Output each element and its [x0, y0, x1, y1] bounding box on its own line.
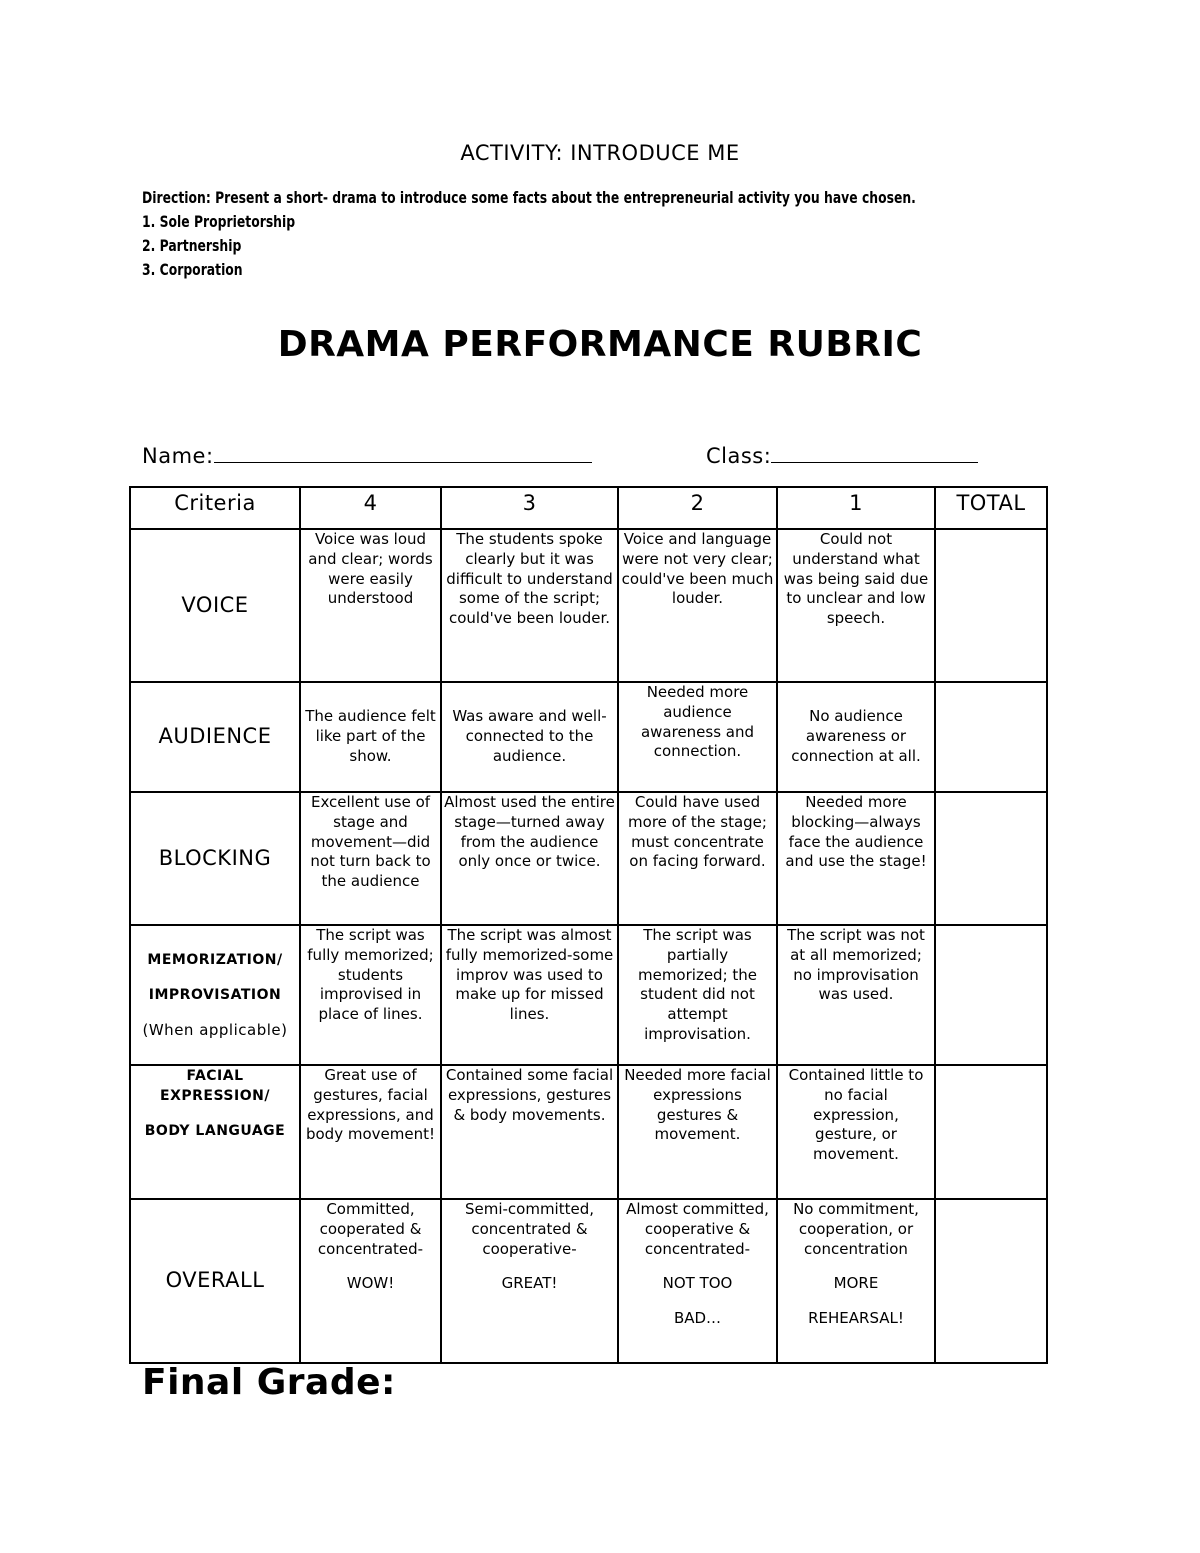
criteria-blocking: BLOCKING [130, 792, 300, 925]
memorization-score-3: The script was almost fully memorized-some improv was used to make up for missed lines. [441, 925, 618, 1065]
rubric-title: DRAMA PERFORMANCE RUBRIC [277, 324, 923, 365]
blocking-score-1: Needed more blocking—always face the audience and use the stage! [777, 792, 935, 925]
class-blank-line [771, 442, 978, 463]
criteria-memorization-note: (When applicable) [142, 1020, 288, 1039]
table-row-overall [130, 1199, 1047, 1363]
audience-score-4: The audience felt like part of the show. [300, 682, 441, 792]
overall-score-1 [777, 1199, 935, 1363]
voice-score-3: The students spoke clearly but it was difficult to understand some of the script; could've been louder. [441, 529, 618, 682]
criteria-facial-expression [130, 1065, 300, 1199]
overall-score-2-exclaim-1: NOT TOO [662, 1274, 733, 1293]
facial-total [935, 1065, 1047, 1199]
final-grade-label: Final Grade: [142, 1362, 396, 1403]
header-score-4: 4 [300, 487, 441, 529]
overall-score-1-exclaim-1: MORE [833, 1274, 879, 1293]
criteria-overall: OVERALL [130, 1199, 300, 1363]
name-field [142, 442, 592, 468]
criteria-voice: VOICE [130, 529, 300, 682]
header-score-1: 1 [777, 487, 935, 529]
name-label: Name: [142, 444, 214, 468]
overall-score-4-exclaim: WOW! [346, 1274, 395, 1293]
overall-score-2-exclaim-2: BAD… [673, 1309, 722, 1328]
audience-score-3: Was aware and well-connected to the audience. [441, 682, 618, 792]
table-row-audience [130, 682, 1047, 792]
audience-total [935, 682, 1047, 792]
facial-score-1: Contained little to no facial expression, gesture, or movement. [777, 1065, 935, 1199]
memorization-score-2: The script was partially memorized; the student did not attempt improvisation. [618, 925, 777, 1065]
overall-total [935, 1199, 1047, 1363]
option-partnership: 2. Partnership [142, 236, 242, 255]
memorization-score-4: The script was fully memorized; students improvised in place of lines. [300, 925, 441, 1065]
voice-score-2: Voice and language were not very clear; could've been much louder. [618, 529, 777, 682]
blocking-score-3: Almost used the entire stage—turned away from the audience only once or twice. [441, 792, 618, 925]
facial-score-4: Great use of gestures, facial expressions, and body movement! [300, 1065, 441, 1199]
name-blank-line [214, 442, 592, 463]
table-row-memorization [130, 925, 1047, 1065]
option-sole-proprietorship: 1. Sole Proprietorship [142, 212, 296, 231]
header-score-3: 3 [441, 487, 618, 529]
header-criteria: Criteria [130, 487, 300, 529]
overall-score-2-text: Almost committed, cooperative & concentrated- [626, 1200, 769, 1258]
voice-score-1: Could not understand what was being said due to unclear and low speech. [777, 529, 935, 682]
overall-score-3 [441, 1199, 618, 1363]
header-total: TOTAL [935, 487, 1047, 529]
overall-score-1-text: No commitment, cooperation, or concentration [793, 1200, 919, 1258]
overall-score-4 [300, 1199, 441, 1363]
activity-title: ACTIVITY: INTRODUCE ME [460, 141, 740, 165]
direction-block [142, 186, 1002, 282]
memorization-total [935, 925, 1047, 1065]
criteria-memorization-label-1: MEMORIZATION/ [147, 951, 283, 968]
header-score-2: 2 [618, 487, 777, 529]
table-header-row [130, 487, 1047, 529]
audience-score-1: No audience awareness or connection at all. [777, 682, 935, 792]
criteria-facial-label-2: BODY LANGUAGE [144, 1123, 286, 1139]
class-field [706, 442, 978, 468]
voice-total [935, 529, 1047, 682]
criteria-memorization-label-2: IMPROVISATION [148, 986, 282, 1003]
overall-score-2 [618, 1199, 777, 1363]
blocking-total [935, 792, 1047, 925]
criteria-facial-label-1: FACIAL EXPRESSION/ [160, 1068, 270, 1104]
facial-score-2: Needed more facial expressions gestures & movement. [618, 1065, 777, 1199]
overall-score-3-text: Semi-committed, concentrated & cooperative- [464, 1200, 595, 1258]
overall-score-3-exclaim: GREAT! [501, 1274, 558, 1293]
table-row-voice [130, 529, 1047, 682]
blocking-score-4: Excellent use of stage and movement—did not turn back to the audience [300, 792, 441, 925]
criteria-memorization [130, 925, 300, 1065]
class-label: Class: [706, 444, 772, 468]
audience-score-2: Needed more audience awareness and connection. [618, 682, 777, 792]
rubric-table [129, 486, 1048, 1364]
criteria-audience: AUDIENCE [130, 682, 300, 792]
blocking-score-2: Could have used more of the stage; must concentrate on facing forward. [618, 792, 777, 925]
facial-score-3: Contained some facial expressions, gestures & body movements. [441, 1065, 618, 1199]
option-corporation: 3. Corporation [142, 260, 243, 279]
memorization-score-1: The script was not at all memorized; no improvisation was used. [777, 925, 935, 1065]
overall-score-4-text: Committed, cooperated & concentrated- [317, 1200, 424, 1258]
table-row-facial-expression [130, 1065, 1047, 1199]
voice-score-4: Voice was loud and clear; words were easily understood [300, 529, 441, 682]
direction-text: Direction: Present a short- drama to introduce some facts about the entrepreneurial activity you have chosen. [142, 188, 916, 207]
table-row-blocking [130, 792, 1047, 925]
overall-score-1-exclaim-2: REHEARSAL! [808, 1309, 904, 1328]
